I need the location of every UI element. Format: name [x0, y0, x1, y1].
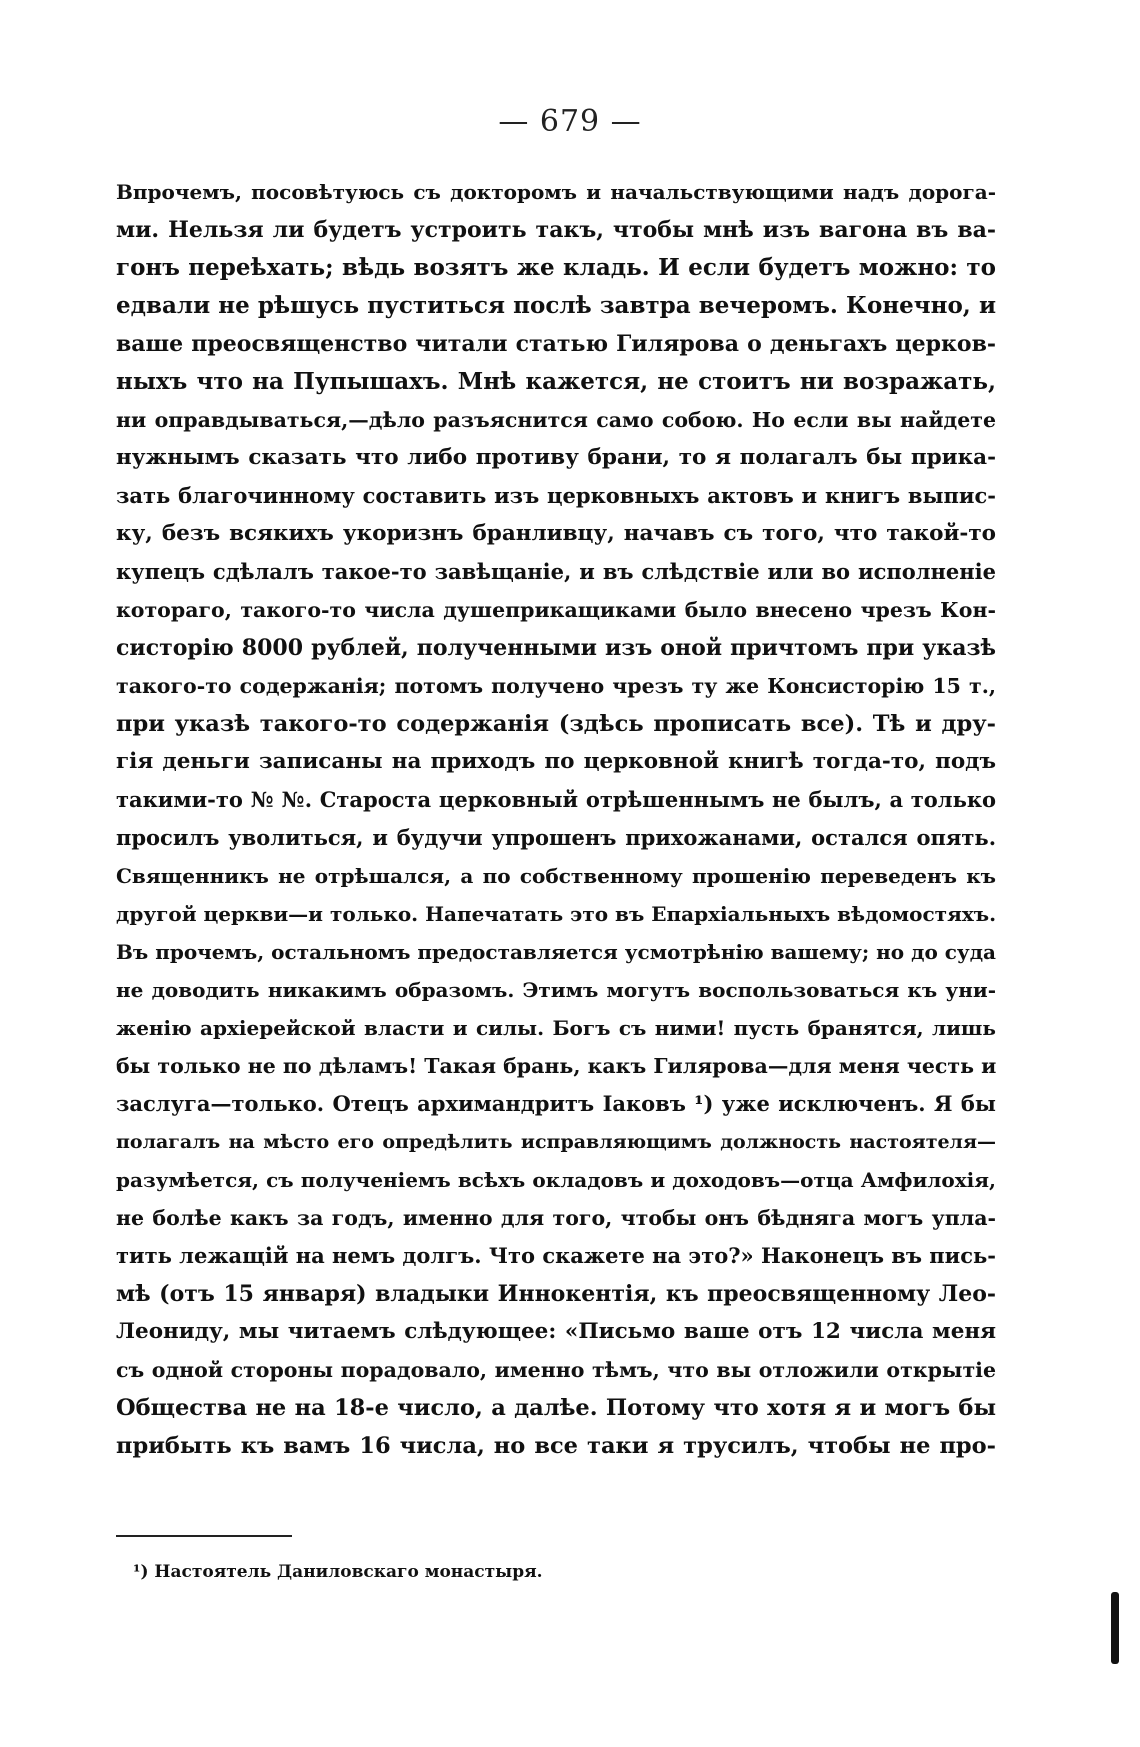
- text-line: ныхъ что на Пупышахъ. Мнѣ кажется, не стоитъ ни возражать,: [116, 368, 996, 395]
- text-line: полагалъ на мѣсто его опредѣлить исправляющимъ должность настоятеля—: [116, 1131, 996, 1153]
- text-line: ми. Нельзя ли будетъ устроить такъ, чтобы мнѣ изъ вагона въ ва-: [116, 217, 996, 243]
- text-line: ку, безъ всякихъ укоризнъ бранливцу, начавъ съ того, что такой-то: [116, 521, 996, 546]
- text-line: систорію 8000 рублей, полученными изъ оной причтомъ при указѣ: [116, 635, 996, 661]
- text-line: ни оправдываться,—дѣло разъяснится само собою. Но если вы найдете: [116, 408, 996, 432]
- text-line: просилъ уволиться, и будучи упрошенъ прихожанами, остался опять.: [116, 825, 996, 850]
- text-line: Леониду, мы читаемъ слѣдующее: «Письмо ваше отъ 12 числа меня: [116, 1319, 996, 1344]
- text-line: не доводить никакимъ образомъ. Этимъ могутъ воспользоваться къ уни-: [116, 978, 996, 1002]
- text-line: гія деньги записаны на приходъ по церковной книгѣ тогда-то, подъ: [116, 749, 996, 774]
- body-text: [116, 173, 996, 1465]
- text-line: заслуга—только. Отецъ архимандритъ Іаковъ ¹) уже исключенъ. Я бы: [116, 1091, 996, 1116]
- page-number: — 679 —: [498, 104, 642, 139]
- text-line: такого-то содержанія; потомъ получено чрезъ ту же Консисторію 15 т.,: [116, 674, 996, 698]
- text-line: Впрочемъ, посовѣтуюсь съ докторомъ и начальствующими надъ дорога-: [116, 180, 996, 204]
- footnote-rule: [116, 1535, 292, 1537]
- text-line: другой церкви—и только. Напечатать это въ Епархіальныхъ вѣдомостяхъ.: [116, 902, 996, 926]
- text-line: прибыть къ вамъ 16 числа, но все таки я трусилъ, чтобы не про-: [116, 1433, 996, 1459]
- text-line: съ одной стороны порадовало, именно тѣмъ, что вы отложили открытіе: [116, 1358, 996, 1382]
- text-line: котораго, такого-то числа душеприкащиками было внесено чрезъ Кон-: [116, 598, 996, 622]
- text-line: купецъ сдѣлалъ такое-то завѣщаніе, и въ слѣдствіе или во исполненіе: [116, 559, 996, 584]
- text-line: такими-то № №. Староста церковный отрѣшеннымъ не былъ, а только: [116, 787, 996, 812]
- text-line: зать благочинному составить изъ церковныхъ актовъ и книгъ выпис-: [116, 483, 996, 508]
- text-line: не болѣе какъ за годъ, именно для того, чтобы онъ бѣдняга могъ упла-: [116, 1206, 996, 1230]
- text-line: ваше преосвященство читали статью Гилярова о деньгахъ церков-: [116, 331, 996, 357]
- text-line: бы только не по дѣламъ! Такая брань, какъ Гилярова—для меня честь и: [116, 1054, 996, 1078]
- text-line: гонъ переѣхать; вѣдь возятъ же кладь. И если будетъ можно: то: [116, 254, 996, 281]
- text-line: Въ прочемъ, остальномъ предоставляется усмотрѣнію вашему; но до суда: [116, 940, 996, 964]
- scan-edge-mark: [1111, 1592, 1119, 1664]
- footnote: ¹) Настоятель Даниловскаго монастыря.: [133, 1562, 543, 1582]
- text-line: Священникъ не отрѣшался, а по собственному прошенію переведенъ къ: [116, 864, 996, 888]
- text-line: едвали не рѣшусь пуститься послѣ завтра вечеромъ. Конечно, и: [116, 292, 996, 319]
- text-line: разумѣется, съ полученіемъ всѣхъ окладовъ и доходовъ—отца Амфилохія,: [116, 1168, 996, 1192]
- text-line: женію архіерейской власти и силы. Богъ съ ними! пусть бранятся, лишь: [116, 1016, 996, 1040]
- text-line: Общества не на 18-е число, а далѣе. Потому что хотя я и могъ бы: [116, 1395, 996, 1421]
- text-line: нужнымъ сказать что либо противу брани, то я полагалъ бы прика-: [116, 445, 996, 470]
- text-line: тить лежащій на немъ долгъ. Что скажете на это?» Наконецъ въ пись-: [116, 1243, 996, 1268]
- text-line: при указѣ такого-то содержанія (здѣсь прописать все). Тѣ и дру-: [116, 711, 996, 737]
- text-line: мѣ (отъ 15 января) владыки Иннокентія, къ преосвященному Лео-: [116, 1281, 996, 1307]
